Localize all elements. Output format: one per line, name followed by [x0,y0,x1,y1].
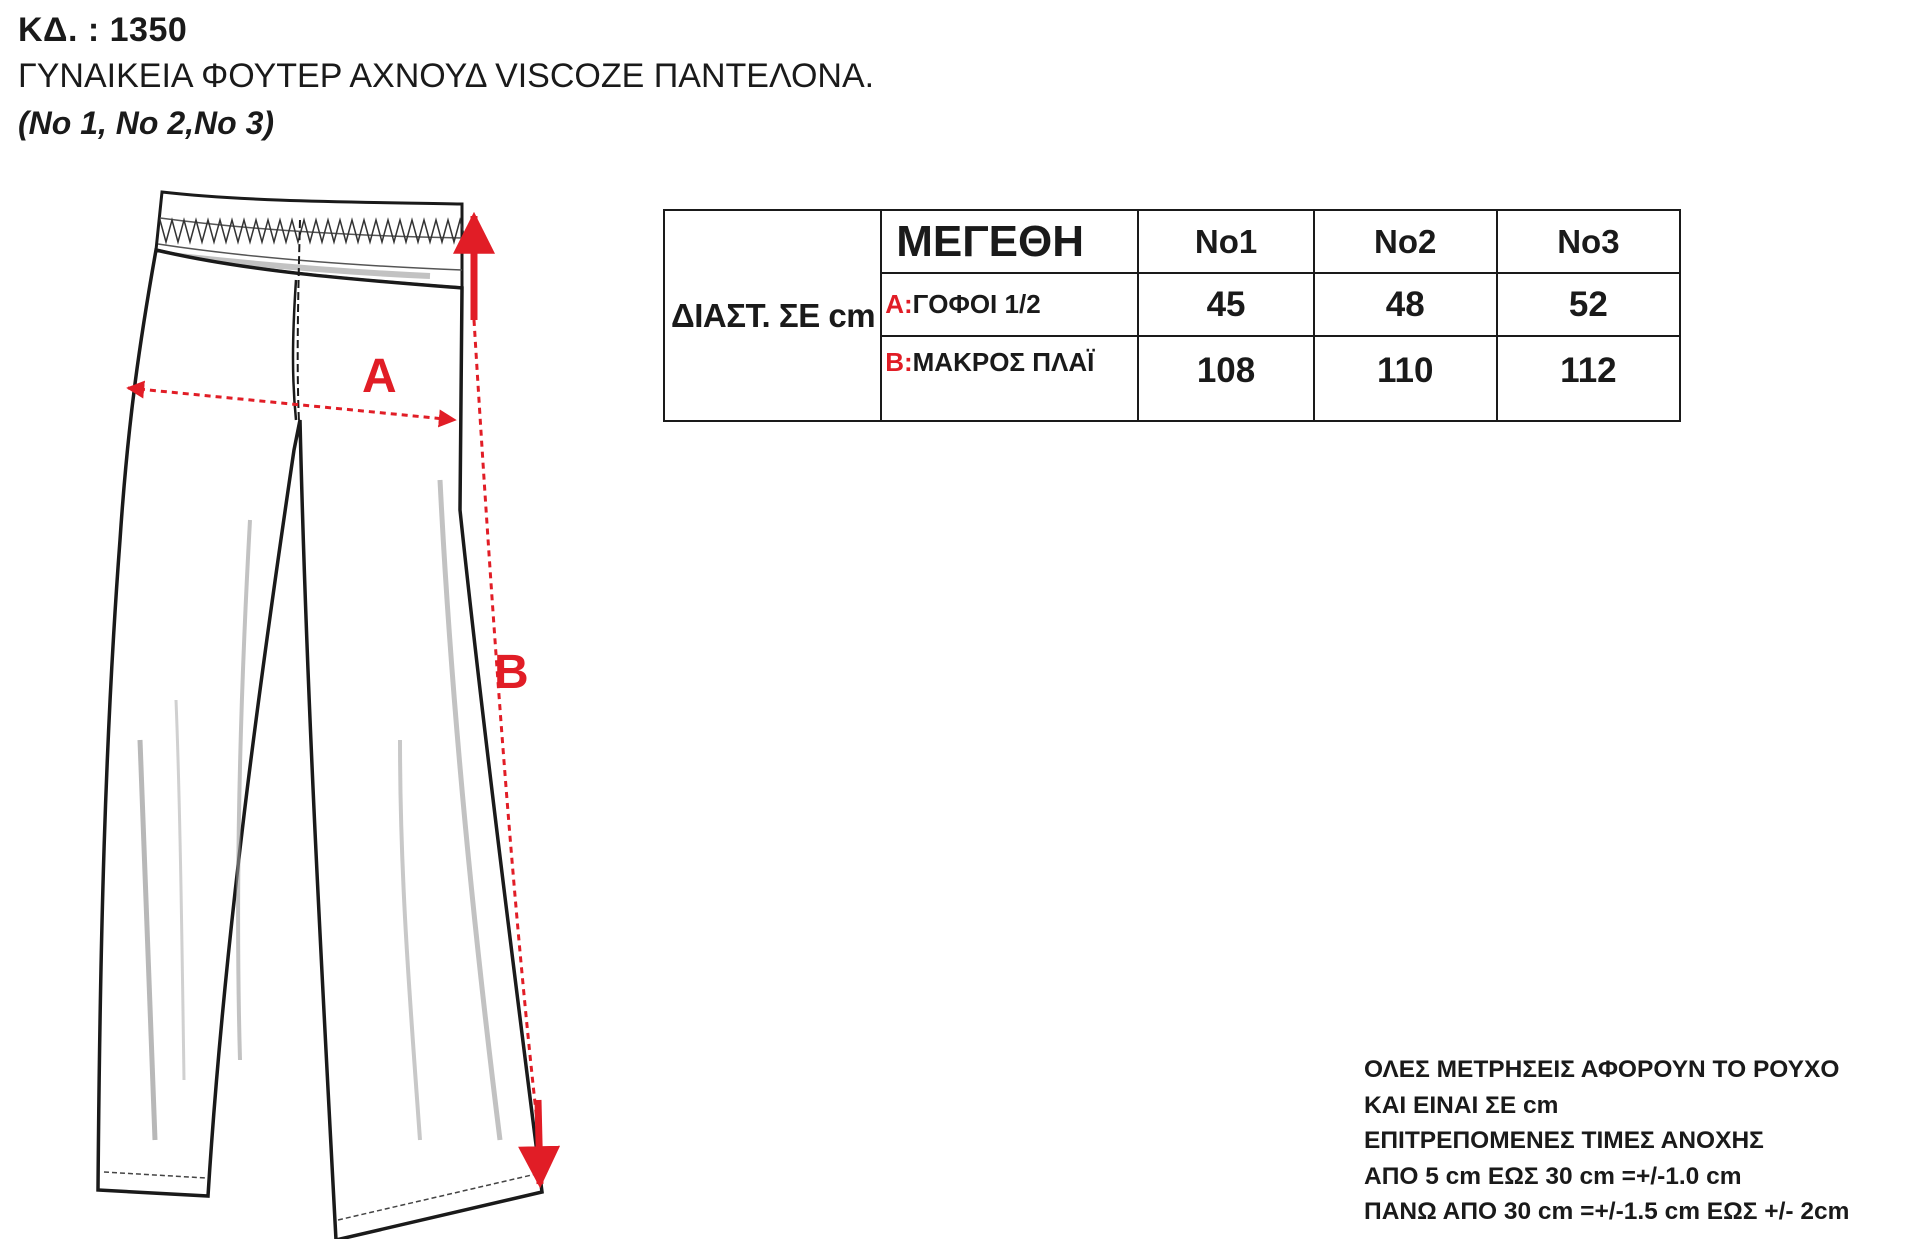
size-header: No1 [1138,210,1313,273]
table-cell: 48 [1314,273,1497,336]
measurement-label [881,273,1138,336]
measurement-label [881,336,1138,421]
table-cell: 45 [1138,273,1313,336]
product-code: ΚΔ. : 1350 [18,11,188,49]
size-header: No3 [1497,210,1680,273]
size-header: No2 [1314,210,1497,273]
measurement-name: ΓΟΦΟΙ 1/2 [912,289,1041,319]
table-cell: 52 [1497,273,1680,336]
note-line: ΠΑΝΩ ΑΠΟ 30 cm =+/-1.5 cm ΕΩΣ +/- 2cm [1364,1198,1850,1225]
available-sizes: (No 1, No 2,No 3) [18,105,275,141]
label-a: A [362,350,397,403]
tolerance-notes [1364,1052,1849,1230]
document-header [18,8,874,146]
trouser-legs [98,220,542,1239]
measurement-key: A: [885,289,913,319]
label-b: B [494,646,529,699]
note-line: ΟΛΕΣ ΜΕΤΡΗΣΕΙΣ ΑΦΟΡΟΥΝ ΤΟ ΡΟΥΧΟ [1364,1056,1840,1083]
note-line: ΚΑΙ ΕΙΝΑΙ ΣΕ cm [1364,1091,1559,1119]
trousers-technical-drawing [0,180,580,1239]
size-spec-table [663,209,1681,422]
note-line: ΑΠΟ 5 cm ΕΩΣ 30 cm =+/-1.0 cm [1364,1162,1742,1190]
sizes-title: ΜΕΓΕΘΗ [881,210,1138,273]
dimensions-header: ΔΙΑΣΤ. ΣΕ cm [664,210,881,421]
measurement-key: B: [885,347,913,377]
product-title: ΓΥΝΑΙΚΕΙΑ ΦΟΥΤΕΡ ΑΧΝΟΥΔ VISCOZE ΠΑΝΤΕΛΟΝΑ. [18,57,875,95]
table-cell: 112 [1497,336,1680,421]
note-line: ΕΠΙΤΡΕΠΟΜΕΝΕΣ ΤΙΜΕΣ ΑΝΟΧΗΣ [1364,1127,1764,1154]
measurement-name: ΜΑΚΡΟΣ ΠΛΑΪ [912,347,1095,377]
table-cell: 108 [1138,336,1313,421]
table-cell: 110 [1314,336,1497,421]
